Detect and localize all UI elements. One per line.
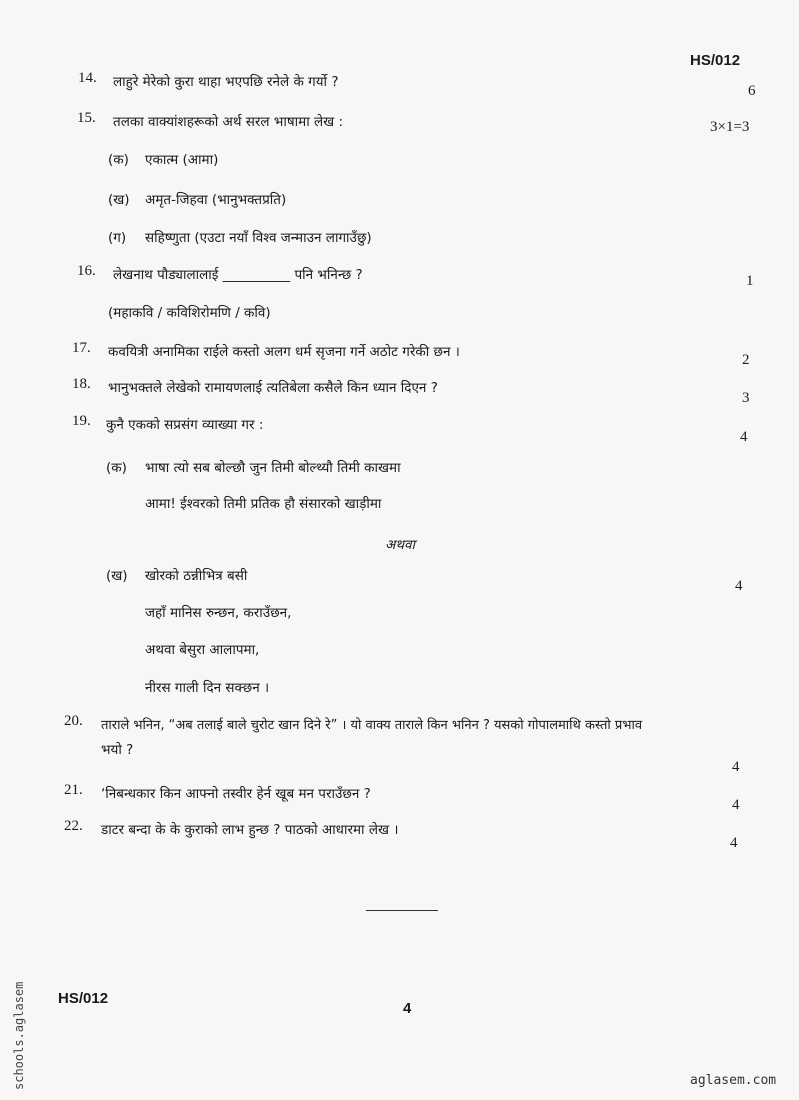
question-text: लाहुरे मेरेको कुरा थाहा भएपछि रनेले के गर्यो ? [113,74,339,90]
question-marks: 4 [732,797,740,813]
question-number: 18. [72,376,91,392]
question-text: ताराले भनिन, “अब तलाई बाले चुरोट खान दिने रे” । यो वाक्य ताराले किन भनिन ? यसको गोपालमाथि कस्तो प्रभाव [101,718,643,733]
question-marks: 3×1=3 [710,119,750,135]
page-number: 4 [403,1000,412,1017]
question-text: लेखनाथ पौड्यालालाई __________ पनि भनिन्छ ? [113,267,363,283]
sub-label: (ख) [108,192,130,208]
question-text: भानुभक्तले लेखेको रामायणलाई त्यतिबेला कसैले किन ध्यान दिएन ? [108,380,438,396]
question-text-continued: भयो ? [101,742,134,758]
question-text: कवयित्री अनामिका राईले कस्तो अलग धर्म सृजना गर्ने अठोट गरेकी छन । [108,344,460,360]
question-marks: 2 [742,352,750,368]
header-paper-code: HS/012 [690,52,741,69]
verse-line: नीरस गाली दिन सक्छन । [145,680,270,696]
question-number: 14. [78,70,97,86]
question-number: 20. [64,713,83,729]
question-number: 21. [64,782,83,798]
verse-line: जहाँ मानिस रुन्छन, कराउँछन, [145,605,292,621]
question-text: कुनै एकको सप्रसंग व्याख्या गर : [106,417,264,433]
question-marks: 6 [748,83,756,99]
question-marks: 4 [732,759,740,775]
question-text: ‘निबन्धकार किन आफ्नो तस्वीर हेर्न खूब मन पराउँछन ? [101,786,371,802]
footer-paper-code: HS/012 [58,990,109,1007]
end-rule [366,910,438,911]
side-watermark: schools.aglasem [12,981,26,1090]
verse-line: खोरको ठन्नीभित्र बसी [145,568,248,584]
sub-label: (ग) [108,230,127,246]
question-text: डाटर बन्दा के के कुराको लाभ हुन्छ ? पाठको आधारमा लेख । [101,822,399,838]
question-number: 17. [72,340,91,356]
sub-label: (क) [108,152,129,168]
question-number: 16. [77,263,96,279]
question-marks: 4 [730,835,738,851]
verse-line: आमा! ईश्वरको तिमी प्रतिक हौ संसारको खाड़ीमा [145,496,382,512]
sub-text: एकात्म (आमा) [145,152,219,168]
question-marks: 3 [742,390,750,406]
sub-label: (ख) [106,568,128,584]
question-number: 19. [72,413,91,429]
question-number: 22. [64,818,83,834]
verse-line: अथवा बेसुरा आलापमा, [145,642,260,658]
sub-text: अमृत-जिहवा (भानुभक्तप्रति) [145,192,287,208]
sub-label: (क) [106,460,127,476]
question-marks: 4 [740,429,748,445]
question-number: 15. [77,110,96,126]
answer-options: (महाकवि / कविशिरोमणि / कवि) [108,305,271,321]
question-text: तलका वाक्यांशहरूको अर्थ सरल भाषामा लेख : [113,114,344,130]
or-separator: अथवा [385,537,415,553]
site-watermark: aglasem.com [690,1073,777,1088]
verse-line: भाषा त्यो सब बोल्छौ जुन तिमी बोल्थ्यौ तिमी काखमा [145,460,401,476]
sub-text: सहिष्णुता (एउटा नयाँ विश्व जन्माउन लागाउँछु) [145,230,372,246]
question-marks: 4 [735,578,743,594]
question-marks: 1 [746,273,754,289]
